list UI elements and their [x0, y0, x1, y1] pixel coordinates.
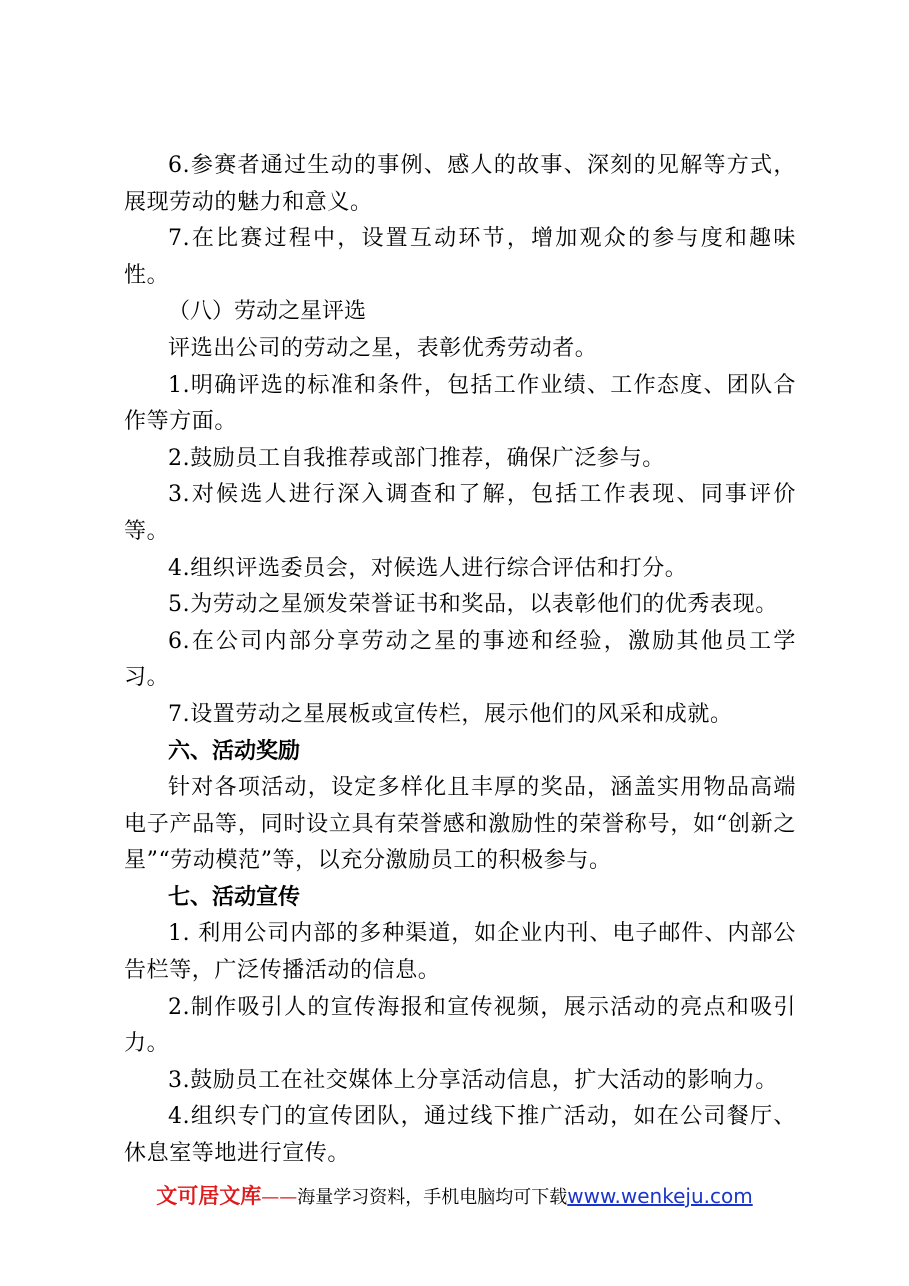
paragraph-promotion-item-3: 3.鼓励员工在社交媒体上分享活动信息，扩大活动的影响力。 [168, 1067, 778, 1093]
paragraph-labor-star-item-4: 4.组织评选委员会，对候选人进行综合评估和打分。 [168, 555, 688, 581]
footer-dash: —— [261, 1187, 298, 1208]
footer-slogan: 海量学习资料，手机电脑均可下载 [297, 1187, 568, 1208]
footer-website-link[interactable]: www.wenkeju.com [567, 1184, 753, 1208]
paragraph-promotion-item-2: 2.制作吸引人的宣传海报和宣传视频，展示活动的亮点和吸引力。 [124, 994, 796, 1057]
section-heading-rewards: 六、活动奖励 [168, 738, 301, 764]
paragraph-labor-star-item-7: 7.设置劳动之星展板或宣传栏，展示他们的风采和成就。 [168, 701, 733, 727]
page-footer [0, 1183, 909, 1211]
paragraph-labor-star-intro: 评选出公司的劳动之星，表彰优秀劳动者。 [168, 335, 598, 361]
paragraph-promotion-item-1: 1. 利用公司内部的多种渠道，如企业内刊、电子邮件、内部公告栏等，广泛传播活动的信息。 [124, 921, 796, 984]
section-heading-promotion: 七、活动宣传 [168, 884, 301, 910]
paragraph-labor-star-item-3: 3.对候选人进行深入调查和了解，包括工作表现、同事评价等。 [124, 482, 796, 544]
paragraph-contest-item-6: 6.参赛者通过生动的事例、感人的故事、深刻的见解等方式，展现劳动的魅力和意义。 [124, 153, 796, 215]
paragraph-promotion-item-4: 4.组织专门的宣传团队，通过线下推广活动，如在公司餐厅、休息室等地进行宣传。 [124, 1104, 796, 1167]
paragraph-labor-star-item-2: 2.鼓励员工自我推荐或部门推荐，确保广泛参与。 [168, 445, 665, 471]
paragraph-contest-item-7: 7.在比赛过程中，设置互动环节，增加观众的参与度和趣味性。 [124, 226, 796, 288]
paragraph-labor-star-item-6: 6.在公司内部分享劳动之星的事迹和经验，激励其他员工学习。 [124, 628, 796, 691]
sub-heading-labor-star: （八）劳动之星评选 [168, 299, 367, 325]
document-body [124, 148, 796, 1173]
paragraph-labor-star-item-5: 5.为劳动之星颁发荣誉证书和奖品，以表彰他们的优秀表现。 [168, 592, 778, 618]
paragraph-labor-star-item-1: 1.明确评选的标准和条件，包括工作业绩、工作态度、团队合作等方面。 [124, 372, 796, 435]
footer-brand: 文可居文库 [156, 1184, 262, 1208]
paragraph-rewards: 针对各项活动，设定多样化且丰厚的奖品，涵盖实用物品高端电子产品等，同时设立具有荣誉感和激励性的荣誉称号，如“创新之星”“劳动模范”等，以充分激励员工的积极参与。 [124, 775, 796, 874]
